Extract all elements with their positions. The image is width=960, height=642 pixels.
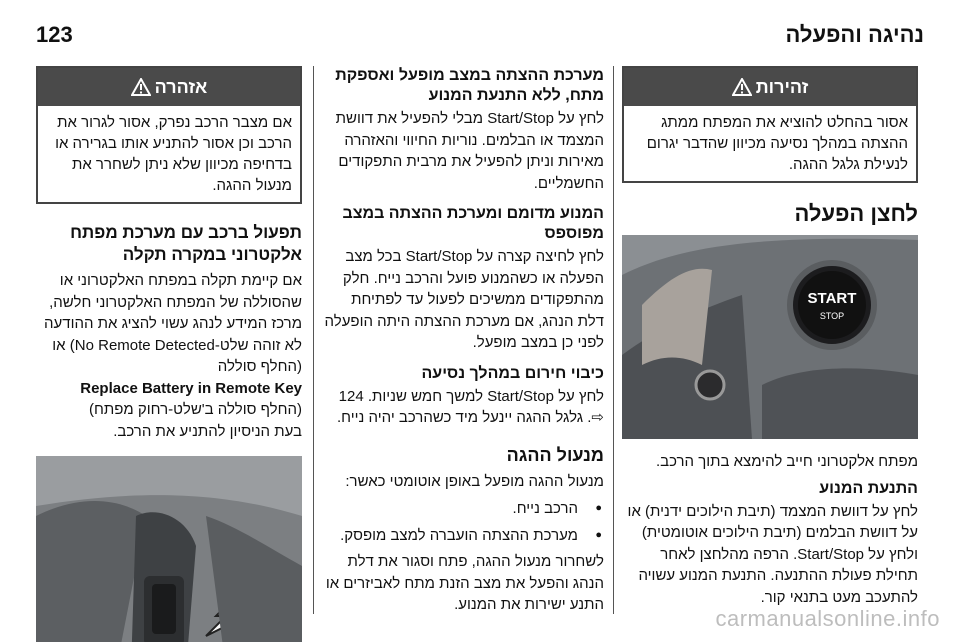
emergency-stop-text: לחץ על Start/Stop למשך חמש שניות. 124 ⇨. גלגל ההגה יינעל מיד כשהרכב יהיה נייח. (337, 387, 604, 426)
start-button-photo (622, 235, 918, 439)
right-column (622, 66, 918, 608)
emergency-stop-heading: כיבוי חירום במהלך נסיעה (421, 364, 604, 382)
steering-lock-text: מנעול ההגה מופעל באופן אוטומטי כאשר: (345, 472, 604, 490)
column-divider-right (613, 66, 614, 614)
steering-lock-conditions (322, 498, 604, 546)
start-button-para1: מפתח אלקטרוני חייב להימצא בתוך הרכב. (655, 453, 918, 470)
caution-text: אסור בהחלט להוציא את המפתח ממתג ההצתה במהלך נסיעה מכיוון שהדבר יגרום לנעילת גלגל ההגה. (646, 114, 908, 173)
stop-label: STOP (819, 311, 845, 321)
middle-column (322, 66, 604, 616)
ignition-on-heading: מערכת ההצתה במצב מופעל ואספקת מתח, ללא התנעת המנוע (335, 67, 604, 104)
key-slot-illustration (36, 456, 302, 642)
warning-title: אזהרה (154, 76, 208, 97)
watermark: carmanualsonline.info (715, 606, 940, 631)
key-slot-photo (36, 456, 302, 642)
list-item: ● מערכת ההצתה הועברה למצב מופסק. (322, 525, 604, 547)
caution-title: זהירות (755, 76, 809, 97)
page-header (36, 22, 924, 52)
start-button-heading: לחצן הפעלה (794, 201, 918, 226)
warning-triangle-icon (732, 78, 752, 96)
steering-unlock-text: לשחרור מנעול ההגה, פתח וסגור את דלת הנהג והפעל את מצב הזנת מתח לאביזרים או התנע ישירות את המנוע. (325, 553, 604, 613)
warning-box (36, 66, 302, 204)
key-fault-text (36, 270, 302, 378)
page-title: נהיגה והפעלה (785, 22, 924, 47)
start-label: START (807, 290, 857, 307)
message-replace-battery: Replace Battery in Remote Key (80, 379, 302, 397)
warning-text: אם מצבר הרכב נפרק, אסור לגרור את הרכב וכן אסור להתניע אותו בגרירה או בדחיפה מכיוון שלא ניתן לשחרר את מנעול ההגה. (55, 114, 292, 194)
warning-triangle-icon (131, 78, 151, 96)
caution-box (622, 66, 918, 183)
warning-box-header (38, 68, 300, 106)
engine-start-text: לחץ על דוושת המצמד (תיבת הילוכים ידנית) או על דוושת הבלמים (תיבת הילוכים אוטומטית) ולחץ על Start/Stop. הרפה מהלחצן לאחר תחילת פעולת ההתנעה. התנעת המנוע עשויה להתעכב מעט בתנאי קור. (627, 502, 918, 606)
column-divider-left (313, 66, 314, 614)
engine-off-text: לחץ לחיצה קצרה על Start/Stop בכל מצב הפעלה או כשהמנוע פועל והרכב נייח. חלק מהתפקודים ממשיכים לפעול עד לפתיחת דלת הנהג, אם מערכת ההצתה היתה הופעלה לפני כן במצב מופעל. (324, 248, 604, 351)
key-fault-text-end: בעת הניסיון להתניע את הרכב. (113, 422, 302, 440)
engine-start-heading: התנעת המנוע (819, 479, 918, 497)
start-stop-button-illustration (622, 235, 918, 439)
caution-box-header (624, 68, 916, 106)
steering-lock-heading: מנעול ההגה (506, 444, 604, 465)
engine-off-heading: המנוע מדומם ומערכת ההצתה במצב מפוספס (342, 205, 604, 242)
key-fault-heading: תפעול ברכב עם מערכת מפתח אלקטרוני במקרה תקלה (70, 223, 302, 264)
ignition-on-text: לחץ על Start/Stop מבלי להפעיל את דוושת המצמד או הבלמים. נוריות החיווי והאזהרה מאירות וניתן להפעיל את מרבית התפקודים החשמליים. (335, 110, 604, 192)
message-replace-battery-he: (החלף סוללה ב'שלט-רחוק מפתח) (89, 401, 302, 418)
left-column (36, 66, 302, 642)
page-number: 123 (36, 22, 73, 47)
key-fault-text-main: אם קיימת תקלה במפתח האלקטרוני או שהסוללה של המפתח האלקטרוני חלשה, מרכז המידע לנהג עשוי להציג את ההודעה לא זוהה שלט-No Remote Detected) או (החלף סוללה (44, 272, 302, 375)
list-item: ● הרכב נייח. (322, 498, 604, 520)
